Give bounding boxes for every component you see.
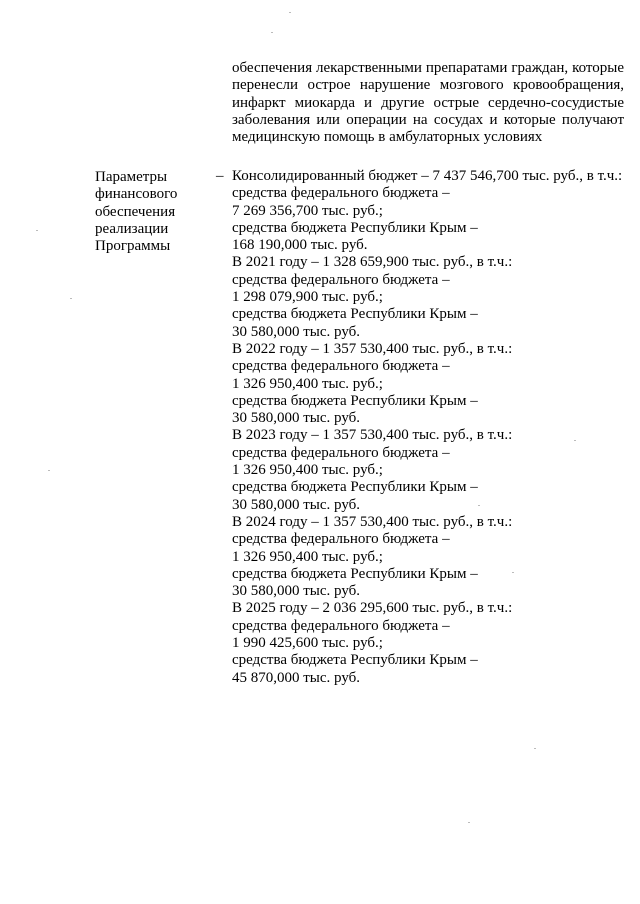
federal-label: средства федерального бюджета – xyxy=(232,358,450,375)
scan-speck xyxy=(512,572,514,573)
scan-speck xyxy=(70,298,72,299)
year-heading: В 2023 году – 1 357 530,400 тыс. руб., в т.ч.: xyxy=(232,427,513,444)
label-line: Программы xyxy=(95,238,171,255)
year-heading: В 2025 году – 2 036 295,600 тыс. руб., в т.ч.: xyxy=(232,600,513,617)
consolidated-budget: Консолидированный бюджет – 7 437 546,700 тыс. руб., в т.ч.: xyxy=(232,168,623,184)
federal-label: средства федерального бюджета – xyxy=(232,531,450,548)
financing-parameters-label xyxy=(95,169,215,255)
regional-label: средства бюджета Республики Крым – xyxy=(232,652,478,669)
federal-value: 1 326 950,400 тыс. руб.; xyxy=(232,462,383,479)
total-federal-label: средства федерального бюджета – xyxy=(232,185,450,202)
label-line: финансового xyxy=(95,186,178,203)
regional-value: 30 580,000 тыс. руб. xyxy=(232,496,361,513)
federal-label: средства федерального бюджета – xyxy=(232,271,450,288)
scan-speck xyxy=(574,440,576,441)
year-block-2022 xyxy=(232,341,624,427)
label-line: обеспечения xyxy=(95,203,176,220)
federal-label: средства федерального бюджета – xyxy=(232,444,450,461)
regional-value: 45 870,000 тыс. руб. xyxy=(232,669,361,686)
regional-label: средства бюджета Республики Крым – xyxy=(232,565,478,582)
scan-speck xyxy=(289,12,291,13)
year-heading: В 2024 году – 1 357 530,400 тыс. руб., в т.ч.: xyxy=(232,513,513,530)
label-line: Параметры xyxy=(95,169,168,185)
separator-dash: – xyxy=(216,168,224,184)
federal-value: 1 326 950,400 тыс. руб.; xyxy=(232,375,383,392)
year-heading: В 2022 году – 1 357 530,400 тыс. руб., в т.ч.: xyxy=(232,340,513,357)
federal-value: 1 326 950,400 тыс. руб.; xyxy=(232,548,383,565)
regional-label: средства бюджета Республики Крым – xyxy=(232,306,478,323)
scan-speck xyxy=(48,470,50,471)
year-block-2024 xyxy=(232,514,624,600)
regional-value: 30 580,000 тыс. руб. xyxy=(232,410,361,427)
financing-content xyxy=(232,168,624,687)
intro-paragraph: обеспечения лекарственными препаратами граждан, которые перенесли острое нарушение мозгового кровообращения, инфаркт миокарда и другие острые сердечно-сосудистые заболевания или операции на сосудах и которые получают медицинскую помощь в амбулаторных условиях xyxy=(232,60,624,146)
total-regional-label: средства бюджета Республики Крым – xyxy=(232,219,478,236)
year-heading: В 2021 году – 1 328 659,900 тыс. руб., в т.ч.: xyxy=(232,254,513,271)
total-regional-value: 168 190,000 тыс. руб. xyxy=(232,237,368,254)
scan-speck xyxy=(271,32,273,33)
federal-value: 1 990 425,600 тыс. руб.; xyxy=(232,635,383,652)
regional-value: 30 580,000 тыс. руб. xyxy=(232,583,361,600)
scan-speck xyxy=(468,822,470,823)
regional-label: средства бюджета Республики Крым – xyxy=(232,479,478,496)
year-block-2023 xyxy=(232,427,624,513)
scan-speck xyxy=(36,230,38,231)
regional-value: 30 580,000 тыс. руб. xyxy=(232,323,361,340)
federal-value: 1 298 079,900 тыс. руб.; xyxy=(232,289,383,306)
federal-label: средства федерального бюджета – xyxy=(232,617,450,634)
year-block-2021 xyxy=(232,254,624,340)
scan-speck xyxy=(478,505,480,506)
regional-label: средства бюджета Республики Крым – xyxy=(232,392,478,409)
label-line: реализации xyxy=(95,220,169,237)
scan-speck xyxy=(534,748,536,749)
year-block-2025 xyxy=(232,600,624,686)
total-federal-value: 7 269 356,700 тыс. руб.; xyxy=(232,202,383,219)
